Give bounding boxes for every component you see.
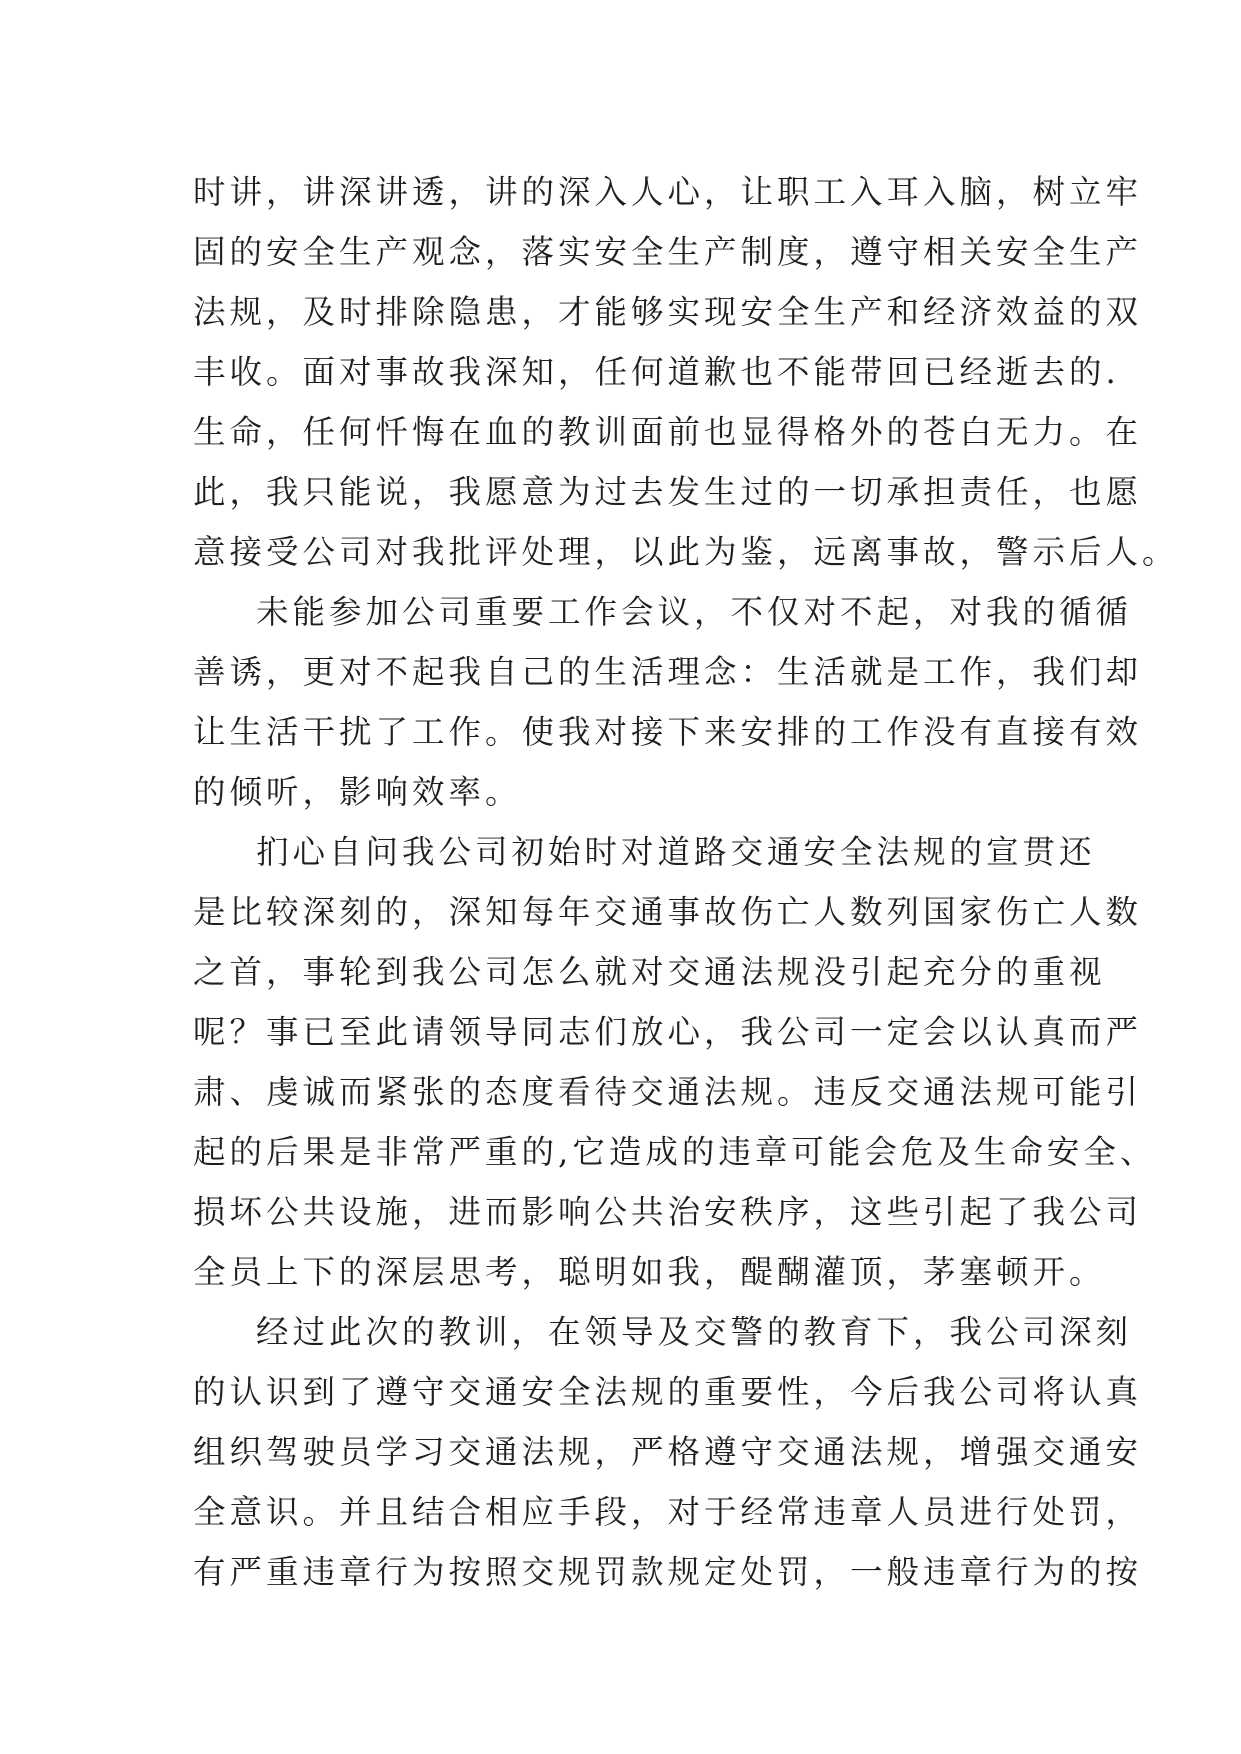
text-line: 生命，任何忏悔在血的教训面前也显得格外的苍白无力。在 [193, 413, 1143, 451]
paragraph-first-line: 扪心自问我公司初始时对道路交通安全法规的宣贯还 [256, 833, 1096, 871]
text-line: 全意识。并且结合相应手段，对于经常违章人员进行处罚， [193, 1493, 1143, 1531]
text-line: 丰收。面对事故我深知，任何道歉也不能带回已经逝去的. [193, 353, 1120, 391]
text-line: 的倾听，影响效率。 [193, 773, 522, 811]
text-line: 是比较深刻的，深知每年交通事故伤亡人数列国家伤亡人数 [193, 893, 1143, 931]
text-line: 起的后果是非常严重的,它造成的违章可能会危及生命安全、 [193, 1133, 1157, 1171]
text-line: 意接受公司对我批评处理，以此为鉴，远离事故，警示后人。 [193, 533, 1179, 571]
text-line: 呢？事已至此请领导同志们放心，我公司一定会以认真而严 [193, 1013, 1143, 1051]
text-line: 有严重违章行为按照交规罚款规定处罚，一般违章行为的按 [193, 1553, 1143, 1591]
text-line: 肃、虔诚而紧张的态度看待交通法规。违反交通法规可能引 [193, 1073, 1143, 1111]
text-line: 损坏公共设施，进而影响公共治安秩序，这些引起了我公司 [193, 1193, 1143, 1231]
text-line: 法规，及时排除隐患，才能够实现安全生产和经济效益的双 [193, 293, 1143, 331]
text-line: 的认识到了遵守交通安全法规的重要性，今后我公司将认真 [193, 1373, 1143, 1411]
document-body [193, 162, 1179, 1602]
text-line: 固的安全生产观念，落实安全生产制度，遵守相关安全生产 [193, 233, 1143, 271]
text-line: 时讲，讲深讲透，讲的深入人心，让职工入耳入脑，树立牢 [193, 173, 1143, 211]
paragraph-first-line: 经过此次的教训，在领导及交警的教育下，我公司深刻 [256, 1313, 1133, 1351]
text-line: 让生活干扰了工作。使我对接下来安排的工作没有直接有效 [193, 713, 1143, 751]
paragraph-first-line: 未能参加公司重要工作会议，不仅对不起，对我的循循 [256, 593, 1133, 631]
text-line: 此，我只能说，我愿意为过去发生过的一切承担责任，也愿 [193, 473, 1143, 511]
text-line: 之首，事轮到我公司怎么就对交通法规没引起充分的重视 [193, 953, 1106, 991]
text-line: 全员上下的深层思考，聪明如我，醍醐灌顶，茅塞顿开。 [193, 1253, 1106, 1291]
text-line: 善诱，更对不起我自己的生活理念：生活就是工作，我们却 [193, 653, 1143, 691]
text-line: 组织驾驶员学习交通法规，严格遵守交通法规，增强交通安 [193, 1433, 1143, 1471]
